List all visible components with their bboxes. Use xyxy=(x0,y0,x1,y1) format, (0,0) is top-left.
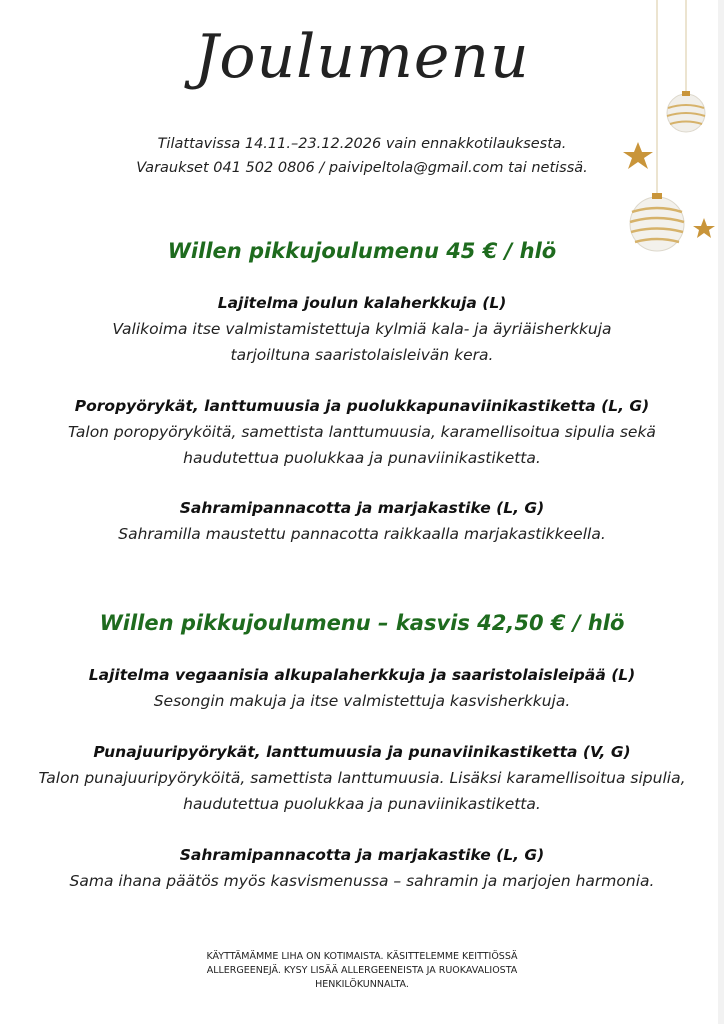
footer-line: KÄYTTÄMÄMME LIHA ON KOTIMAISTA. KÄSITTELEMME KEITTIÖSSÄ xyxy=(206,951,518,962)
course-item xyxy=(10,495,714,547)
menu-heading: Willen pikkujoulumenu – kasvis 42,50 € / hlö xyxy=(99,611,625,635)
course-name: Sahramipannacotta ja marjakastike (L, G) xyxy=(179,846,545,864)
footer-line: HENKILÖKUNNALTA. xyxy=(315,979,409,990)
course-description: Sahramilla maustettu pannacotta raikkaalla marjakastikkeella. xyxy=(118,525,606,543)
course-description: Talon poropyöryköitä, samettista lanttumuusia, karamellisoitua sipulia sekä xyxy=(68,423,656,441)
allergen-notice xyxy=(180,950,544,992)
intro-text xyxy=(0,132,724,180)
course-description: tarjoiltuna saaristolaisleivän kera. xyxy=(230,346,494,364)
course-name: Poropyörykät, lanttumuusia ja puolukkapunaviinikastiketta (L, G) xyxy=(74,397,650,415)
course-description: Sama ihana päätös myös kasvismenussa – sahramin ja marjojen harmonia. xyxy=(69,872,655,890)
reservation-text: Varaukset 041 502 0806 / paivipeltola@gmail.com tai netissä. xyxy=(136,160,588,176)
availability-text: Tilattavissa 14.11.–23.12.2026 vain ennakkotilauksesta. xyxy=(157,136,567,152)
course-name: Lajitelma vegaanisia alkupalaherkkuja ja saaristolaisleipää (L) xyxy=(88,666,636,684)
ornament-ball-icon xyxy=(667,91,705,132)
course-description: Talon punajuuripyöryköitä, samettista lanttumuusia. Lisäksi karamellisoitua sipulia, xyxy=(38,769,686,787)
course-name: Sahramipannacotta ja marjakastike (L, G) xyxy=(179,499,545,517)
course-description: Valikoima itse valmistamistettuja kylmiä kala- ja äyriäisherkkuja xyxy=(112,320,612,338)
course-description: Sesongin makuja ja itse valmistettuja kasvisherkkuja. xyxy=(153,692,571,710)
course-item xyxy=(10,393,714,471)
course-description: haudutettua puolukkaa ja punaviinikastiketta. xyxy=(183,795,541,813)
page-edge xyxy=(718,0,724,1024)
star-icon xyxy=(693,218,715,238)
menu-heading: Willen pikkujoulumenu 45 € / hlö xyxy=(167,239,557,263)
page-title: Joulumenu xyxy=(194,22,530,92)
footer-line: ALLERGEENEJÄ. KYSY LISÄÄ ALLERGEENEISTA JA RUOKAVALIOSTA xyxy=(206,965,518,976)
course-item xyxy=(10,739,714,817)
course-name: Lajitelma joulun kalaherkkuja (L) xyxy=(217,294,507,312)
course-item xyxy=(10,842,714,894)
course-item xyxy=(10,290,714,368)
course-description: haudutettua puolukkaa ja punaviinikastiketta. xyxy=(183,449,541,467)
course-name: Punajuuripyörykät, lanttumuusia ja punaviinikastiketta (V, G) xyxy=(93,743,631,761)
course-item xyxy=(10,662,714,714)
